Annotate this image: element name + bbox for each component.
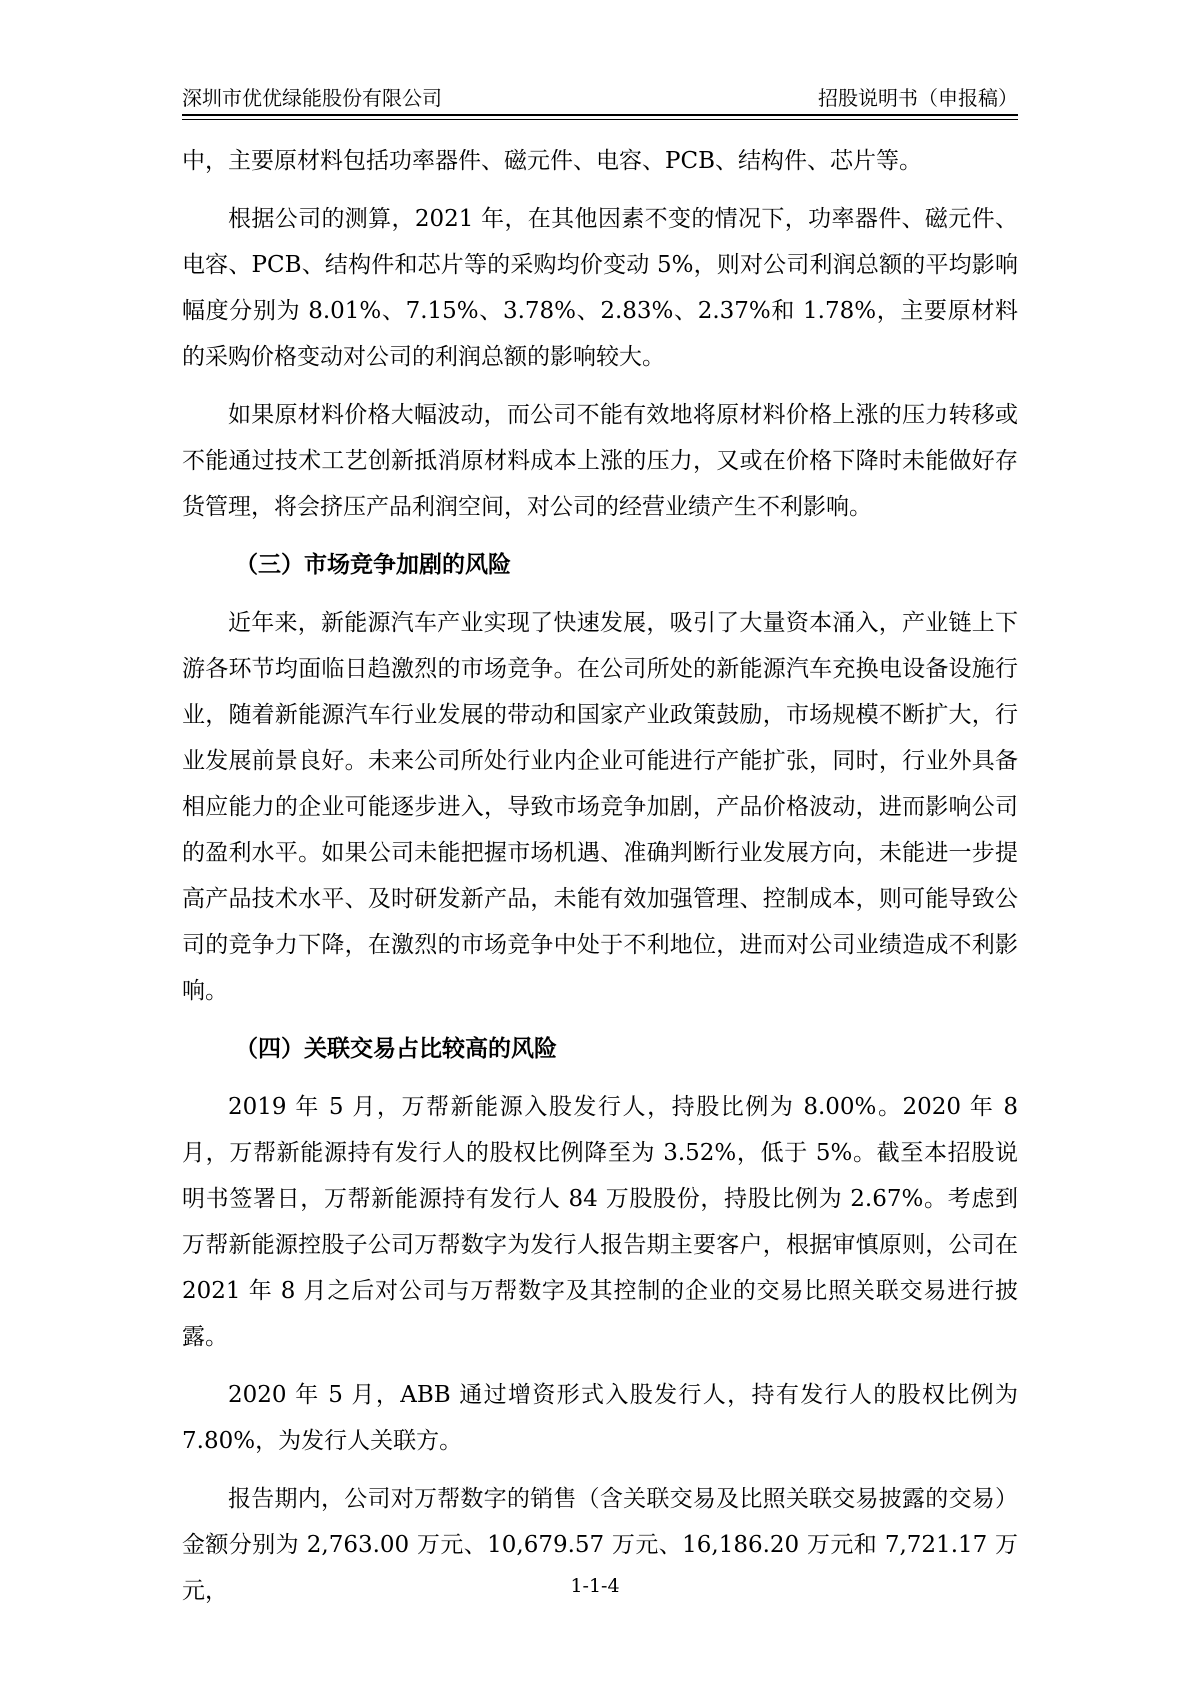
paragraph-raw-material-impact: 根据公司的测算，2021 年，在其他因素不变的情况下，功率器件、磁元件、电容、PCB、结构件和芯片等的采购均价变动 5%，则对公司利润总额的平均影响幅度分别为 8.01%、7.15%、3.78%、2.83%、2.37%和 1.78%，主要原材料的采购价格变动对公司的利润总额的影响较大。 [182,206,1018,370]
header-rule-thick [182,114,1018,116]
header-rule-thin [182,119,1018,120]
paragraph-wanbang-shareholding: 2019 年 5 月，万帮新能源入股发行人，持股比例为 8.00%。2020 年 8 月，万帮新能源持有发行人的股权比例降至为 3.52%，低于 5%。截至本招股说明书签署日，万帮新能源持有发行人 84 万股股份，持股比例为 2.67%。考虑到万帮新能源控股子公司万帮数字为发行人报告期主要客户，根据审慎原则，公司在 2021 年 8 月之后对公司与万帮数字及其控制的企业的交易比照关联交易进行披露。 [182,1094,1018,1350]
page-header [182,82,1018,114]
paragraph-sales-amounts: 报告期内，公司对万帮数字的销售（含关联交易及比照关联交易披露的交易）金额分别为 2,763.00 万元、10,679.57 万元、16,186.20 万元和 7,721.17 万元， [182,1486,1018,1604]
paragraph-market-competition: 近年来，新能源汽车产业实现了快速发展，吸引了大量资本涌入，产业链上下游各环节均面临日趋激烈的市场竞争。在公司所处的新能源汽车充换电设备设施行业，随着新能源汽车行业发展的带动和国家产业政策鼓励，市场规模不断扩大，行业发展前景良好。未来公司所处行业内企业可能进行产能扩张，同时，行业外具备相应能力的企业可能逐步进入，导致市场竞争加剧，产品价格波动，进而影响公司的盈利水平。如果公司未能把握市场机遇、准确判断行业发展方向，未能进一步提高产品技术水平、及时研发新产品，未能有效加强管理、控制成本，则可能导致公司的竞争力下降，在激烈的市场竞争中处于不利地位，进而对公司业绩造成不利影响。 [182,610,1018,1004]
paragraph-abb-shareholding: 2020 年 5 月，ABB 通过增资形式入股发行人，持有发行人的股权比例为 7.80%，为发行人关联方。 [182,1382,1018,1454]
header-document-title: 招股说明书（申报稿） [818,86,1018,110]
section-heading-related-transactions: （四）关联交易占比较高的风险 [235,1036,557,1062]
section-heading-competition: （三）市场竞争加剧的风险 [235,552,511,578]
paragraph-price-volatility: 如果原材料价格大幅波动，而公司不能有效地将原材料价格上涨的压力转移或不能通过技术工艺创新抵消原材料成本上涨的压力，又或在价格下降时未能做好存货管理，将会挤压产品利润空间，对公司的经营业绩产生不利影响。 [182,402,1018,520]
document-body [182,138,1018,1626]
header-company-name: 深圳市优优绿能股份有限公司 [182,86,442,110]
page-number: 1-1-4 [570,1575,620,1597]
paragraph-continued: 中，主要原材料包括功率器件、磁元件、电容、PCB、结构件、芯片等。 [182,148,922,174]
